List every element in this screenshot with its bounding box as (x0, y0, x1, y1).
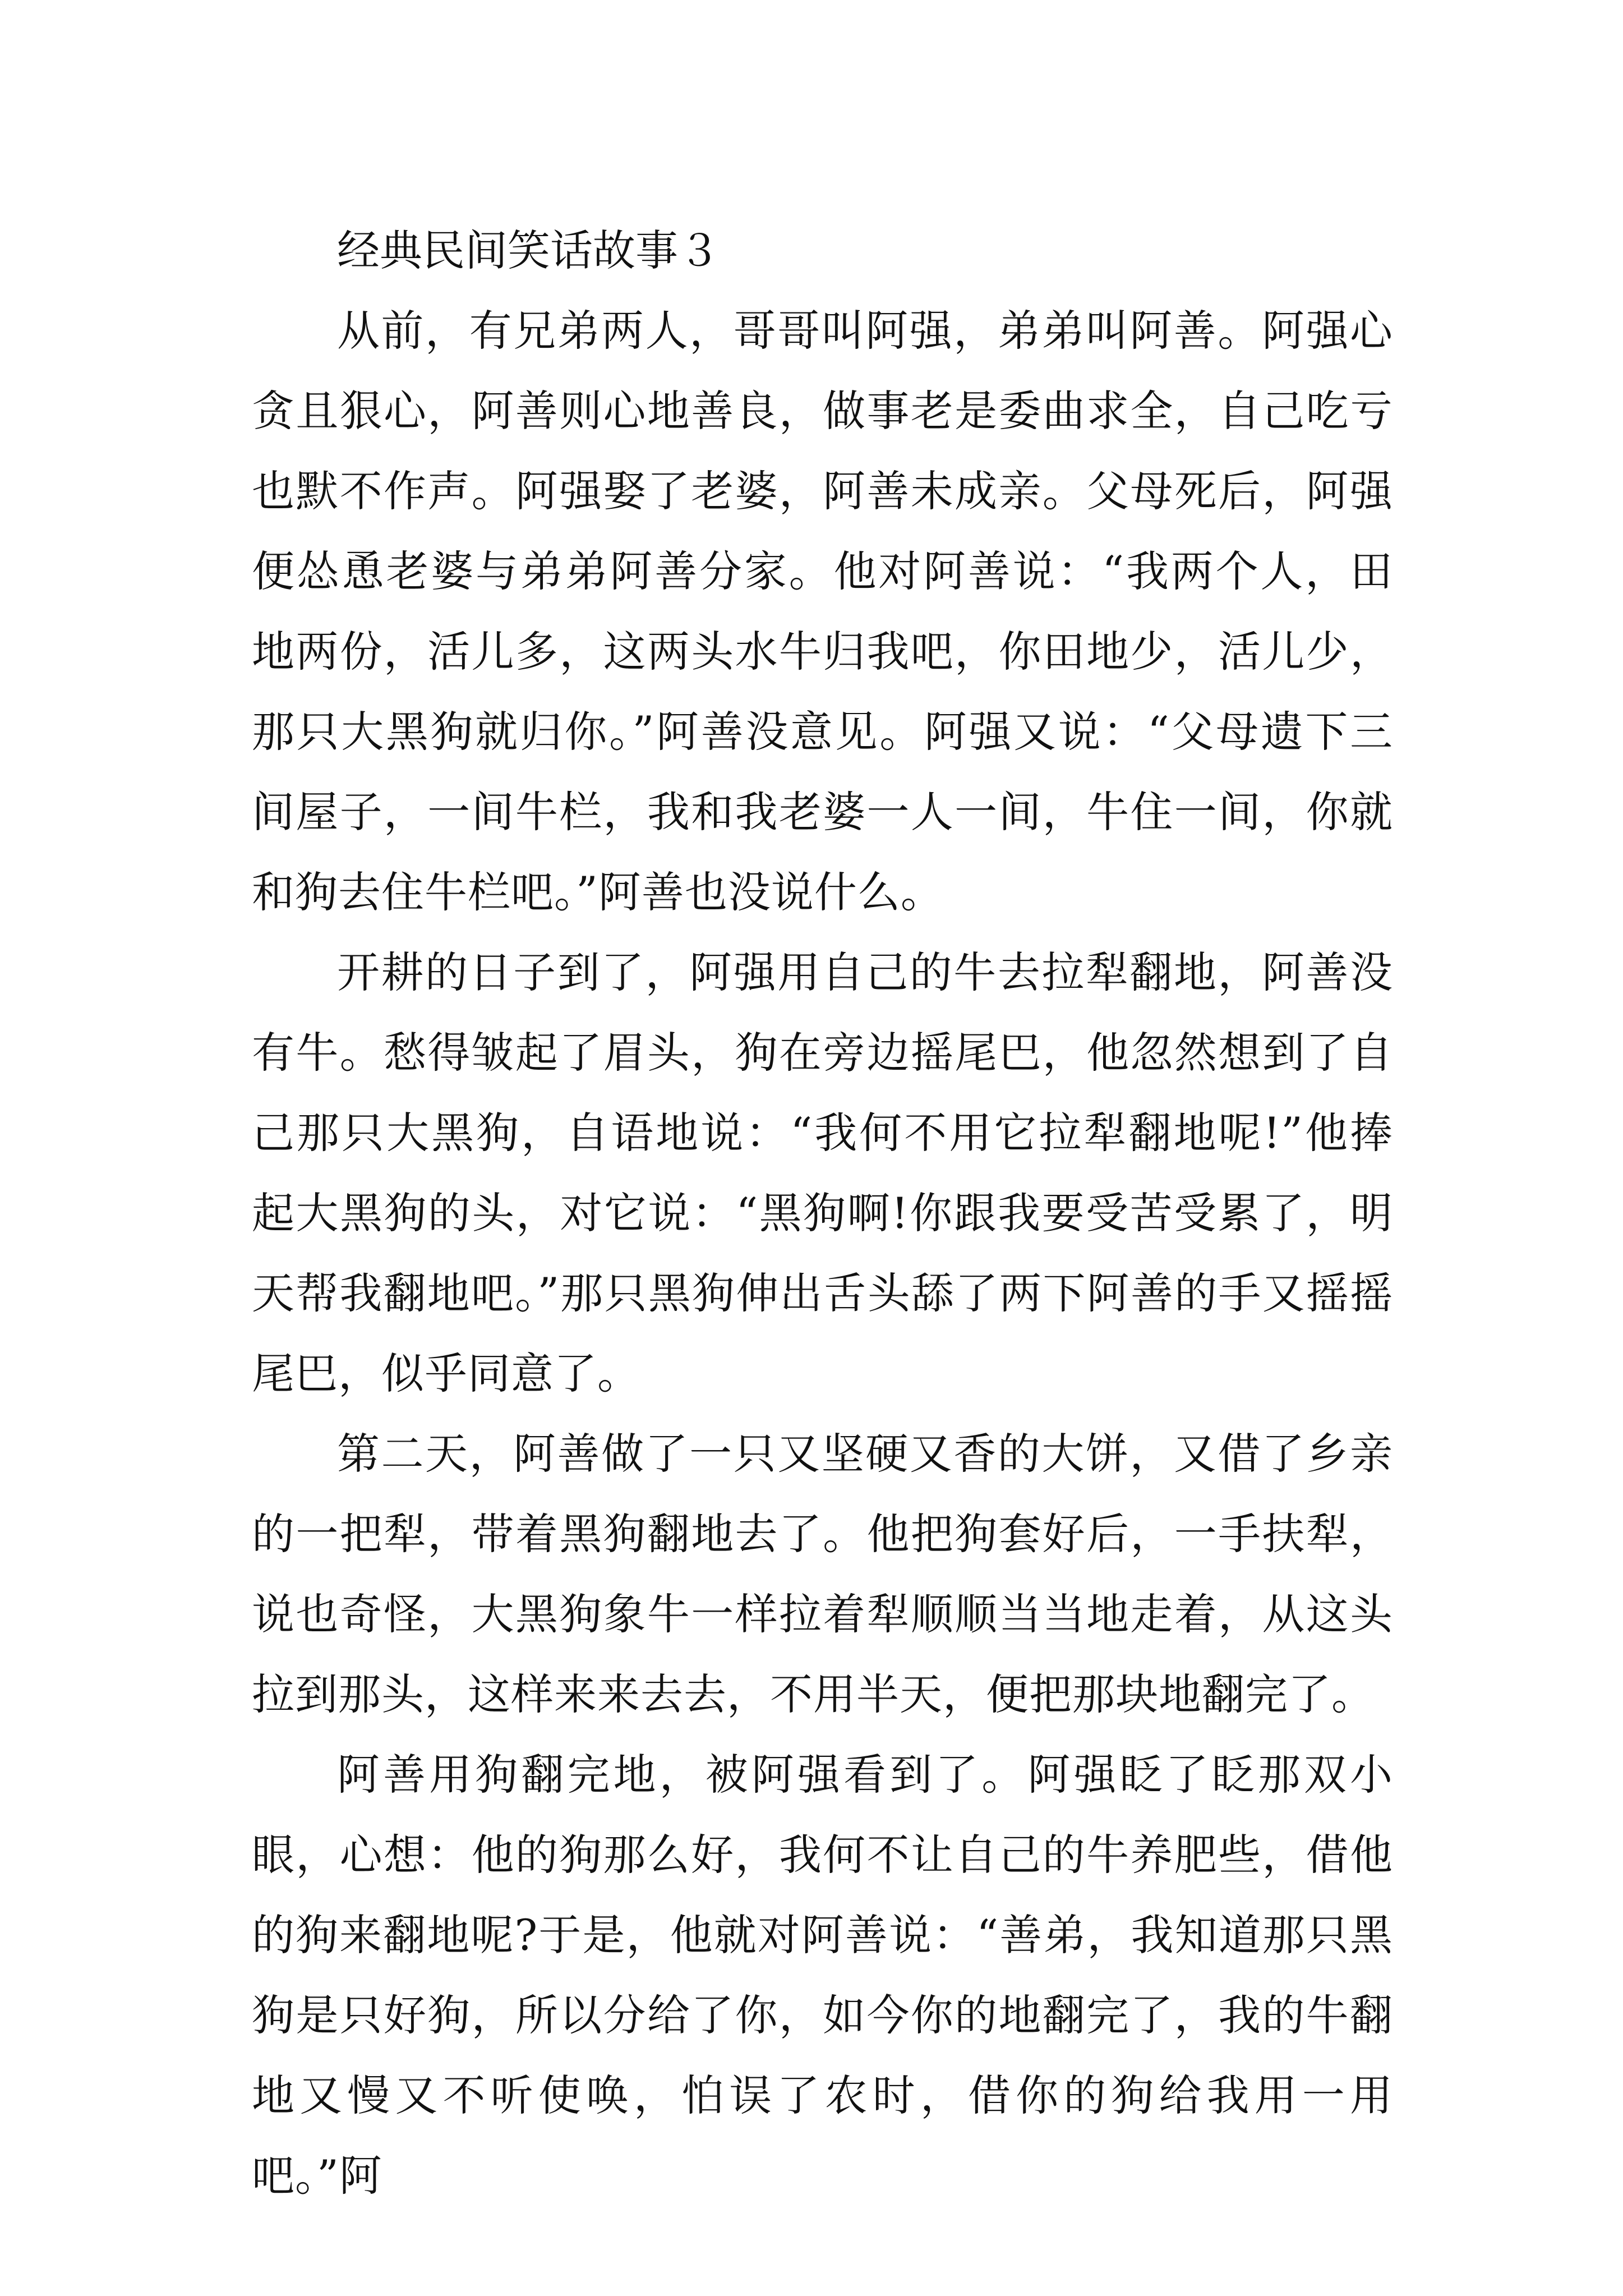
paragraph-4: 阿善用狗翻完地，被阿强看到了。阿强眨了眨那双小眼，心想：他的狗那么好，我何不让自己的牛养肥些，借他的狗来翻地呢?于是，他就对阿善说：“善弟，我知道那只黑狗是只好狗，所以分给了你，如今你的地翻完了，我的牛翻地又慢又不听使唤，怕误了农时，借你的狗给我用一用吧。”阿 (252, 1750, 1393, 2201)
document-title: 经典民间笑话故事３ (337, 226, 721, 275)
paragraph-1: 从前，有兄弟两人，哥哥叫阿强，弟弟叫阿善。阿强心贪且狠心，阿善则心地善良，做事老是委曲求全，自己吃亏也默不作声。阿强娶了老婆，阿善未成亲。父母死后，阿强便怂恿老婆与弟弟阿善分家。他对阿善说：“我两个人，田地两份，活儿多，这两头水牛归我吧，你田地少，活儿少，那只大黑狗就归你。”阿善没意见。阿强又说：“父母遗下三间屋子，一间牛栏，我和我老婆一人一间，牛住一间，你就和狗去住牛栏吧。”阿善也没说什么。 (252, 306, 1393, 917)
paragraph-2: 开耕的日子到了，阿强用自己的牛去拉犁翻地，阿善没有牛。愁得皱起了眉头，狗在旁边摇尾巴，他忽然想到了自己那只大黑狗，自语地说：“我何不用它拉犁翻地呢!”他捧起大黑狗的头，对它说：“黑狗啊!你跟我要受苦受累了，明天帮我翻地吧。”那只黑狗伸出舌头舔了两下阿善的手又摇摇尾巴，似乎同意了。 (252, 947, 1393, 1398)
paragraph-3: 第二天，阿善做了一只又坚硬又香的大饼，又借了乡亲的一把犁，带着黑狗翻地去了。他把狗套好后，一手扶犁，说也奇怪，大黑狗象牛一样拉着犁顺顺当当地走着，从这头拉到那头，这样来来去去，不用半天，便把那块地翻完了。 (252, 1429, 1393, 1719)
document-body (252, 210, 1393, 2216)
